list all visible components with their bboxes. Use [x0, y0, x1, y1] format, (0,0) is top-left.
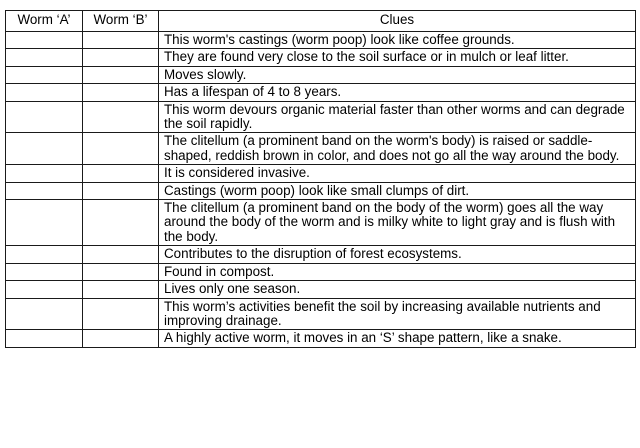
table-row: [6, 182, 636, 199]
table-row: [6, 281, 636, 298]
table-row: [6, 263, 636, 280]
worm-clues-table: [5, 10, 636, 348]
clue-text: This worm devours organic material faster than other worms and can degrade the soil rapidly.: [159, 101, 636, 133]
worm-b-answer-cell[interactable]: [83, 49, 159, 66]
header-worm-b: Worm ‘B’: [83, 11, 159, 32]
table-row: [6, 165, 636, 182]
clue-text: This worm’s activities benefit the soil by increasing available nutrients and improving drainage.: [159, 298, 636, 330]
worm-a-answer-cell[interactable]: [6, 133, 83, 165]
header-row: [6, 11, 636, 32]
clue-text: Moves slowly.: [159, 66, 636, 83]
worm-a-answer-cell[interactable]: [6, 165, 83, 182]
worm-b-answer-cell[interactable]: [83, 182, 159, 199]
worm-b-answer-cell[interactable]: [83, 281, 159, 298]
table-row: [6, 32, 636, 49]
worm-a-answer-cell[interactable]: [6, 49, 83, 66]
worm-a-answer-cell[interactable]: [6, 330, 83, 347]
worm-a-answer-cell[interactable]: [6, 200, 83, 246]
worm-a-answer-cell[interactable]: [6, 182, 83, 199]
worm-a-answer-cell[interactable]: [6, 281, 83, 298]
clue-text: It is considered invasive.: [159, 165, 636, 182]
clue-text: Castings (worm poop) look like small clumps of dirt.: [159, 182, 636, 199]
worm-a-answer-cell[interactable]: [6, 298, 83, 330]
header-worm-a: Worm ‘A’: [6, 11, 83, 32]
worm-a-answer-cell[interactable]: [6, 246, 83, 263]
clue-text: Has a lifespan of 4 to 8 years.: [159, 84, 636, 101]
worm-a-answer-cell[interactable]: [6, 84, 83, 101]
clue-text: Found in compost.: [159, 263, 636, 280]
table-row: [6, 298, 636, 330]
worm-b-answer-cell[interactable]: [83, 165, 159, 182]
table-row: [6, 330, 636, 347]
clue-text: The clitellum (a prominent band on the body of the worm) goes all the way around the body of the worm and is milky white to light gray and is flush with the body.: [159, 200, 636, 246]
table-row: [6, 246, 636, 263]
worm-b-answer-cell[interactable]: [83, 200, 159, 246]
clue-text: This worm's castings (worm poop) look like coffee grounds.: [159, 32, 636, 49]
table-row: [6, 84, 636, 101]
worm-b-answer-cell[interactable]: [83, 84, 159, 101]
clue-text: They are found very close to the soil surface or in mulch or leaf litter.: [159, 49, 636, 66]
table-row: [6, 133, 636, 165]
worm-b-answer-cell[interactable]: [83, 101, 159, 133]
worm-a-answer-cell[interactable]: [6, 32, 83, 49]
worm-a-answer-cell[interactable]: [6, 263, 83, 280]
clue-text: Contributes to the disruption of forest ecosystems.: [159, 246, 636, 263]
worm-b-answer-cell[interactable]: [83, 246, 159, 263]
clue-text: Lives only one season.: [159, 281, 636, 298]
worm-b-answer-cell[interactable]: [83, 298, 159, 330]
table-row: [6, 66, 636, 83]
worm-b-answer-cell[interactable]: [83, 32, 159, 49]
worm-b-answer-cell[interactable]: [83, 330, 159, 347]
worm-b-answer-cell[interactable]: [83, 263, 159, 280]
table-row: [6, 101, 636, 133]
worm-b-answer-cell[interactable]: [83, 66, 159, 83]
clue-text: The clitellum (a prominent band on the worm's body) is raised or saddle-shaped, reddish brown in color, and does not go all the way around the body.: [159, 133, 636, 165]
worm-a-answer-cell[interactable]: [6, 101, 83, 133]
worm-a-answer-cell[interactable]: [6, 66, 83, 83]
worm-b-answer-cell[interactable]: [83, 133, 159, 165]
table-row: [6, 200, 636, 246]
clue-text: A highly active worm, it moves in an ‘S’ shape pattern, like a snake.: [159, 330, 636, 347]
table-row: [6, 49, 636, 66]
table-body: [6, 32, 636, 348]
header-clues: Clues: [159, 11, 636, 32]
